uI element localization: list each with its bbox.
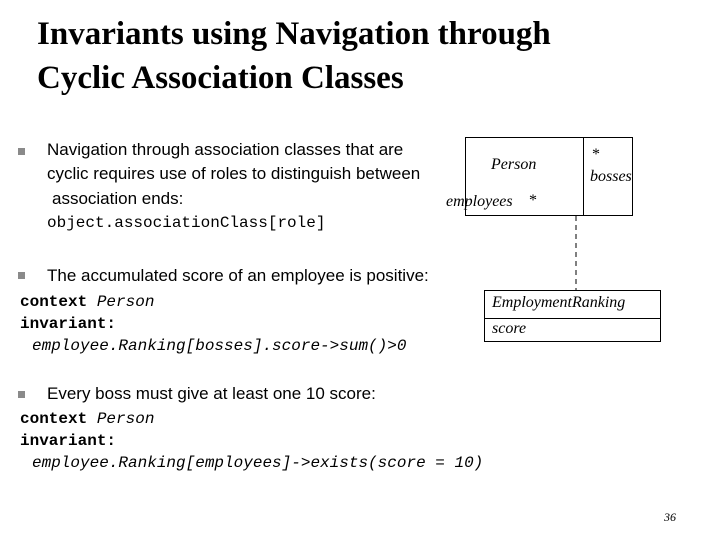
uml-class-name: Person (491, 156, 537, 173)
uml-association-class-attribute: score (492, 320, 527, 337)
context-class: Person (96, 410, 155, 428)
title-line-2: Cyclic Association Classes (37, 60, 404, 96)
invariant-keyword: invariant: (20, 315, 117, 333)
uml-role-employees: employees (446, 193, 513, 210)
bullet2-expression: employee.Ranking[bosses].score->sum()>0 (32, 337, 407, 355)
bullet2-text: The accumulated score of an employee is positive: (47, 266, 429, 285)
title-line-1: Invariants using Navigation through (37, 16, 551, 52)
bullet3-text: Every boss must give at least one 10 score: (47, 384, 376, 403)
uml-multiplicity-employees: * (529, 192, 537, 209)
page-number: 36 (664, 510, 676, 524)
bullet1-code: object.associationClass[role] (47, 214, 326, 232)
invariant-keyword: invariant: (20, 432, 117, 450)
bullet1-line-2: cyclic requires use of roles to distinguish between (47, 164, 421, 183)
uml-multiplicity-bosses: * (592, 146, 600, 163)
uml-association-class-name: EmploymentRanking (492, 294, 626, 311)
context-class: Person (96, 293, 155, 311)
context-keyword: context (20, 410, 88, 428)
bullet1-line-3: association ends: (52, 189, 184, 208)
bullet3-expression: employee.Ranking[employees]->exists(score = 10) (32, 454, 484, 472)
uml-role-bosses: bosses (590, 168, 632, 185)
bullet1-line-1: Navigation through association classes that are (47, 140, 404, 159)
context-keyword: context (20, 293, 88, 311)
uml-association-class-divider (484, 318, 661, 319)
